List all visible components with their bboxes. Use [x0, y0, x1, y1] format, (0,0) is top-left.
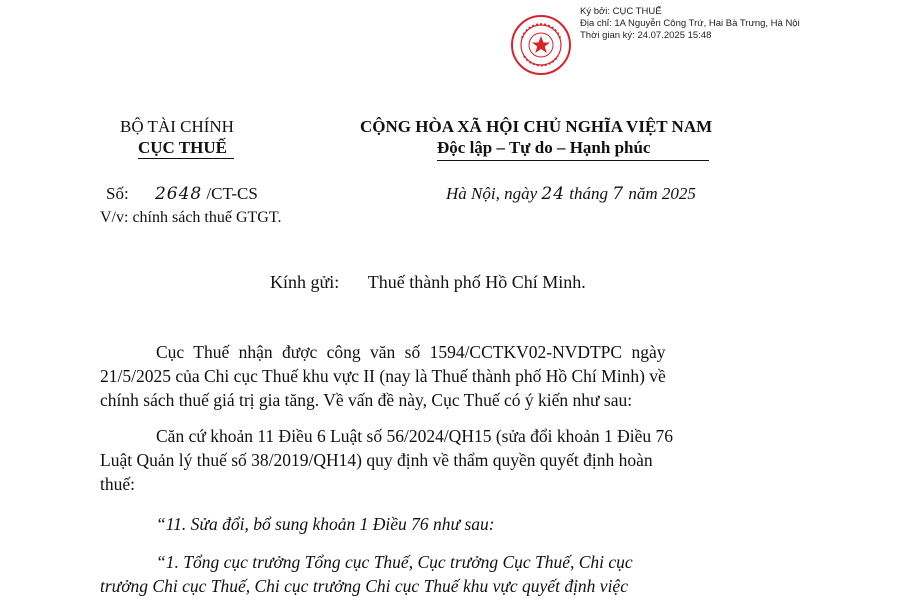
ministry-name: BỘ TÀI CHÍNH: [120, 117, 234, 136]
date-month-label: tháng: [569, 184, 609, 203]
date-year: năm 2025: [628, 184, 696, 203]
date-prefix: Hà Nội, ngày: [446, 184, 538, 203]
body-paragraph-4: [100, 550, 778, 598]
motto-underline: [437, 160, 709, 161]
date-month: 7: [612, 184, 625, 204]
signed-time: Thời gian ký: 24.07.2025 15:48: [580, 30, 712, 41]
recipient-line: [270, 272, 586, 293]
signature-block: [580, 6, 800, 42]
body-paragraph-1: [100, 340, 778, 412]
department-name: CỤC THUẾ: [138, 138, 227, 157]
number-prefix: Số:: [106, 184, 129, 203]
body-paragraph-3: [100, 512, 778, 536]
paragraph-line: thuế:: [100, 474, 135, 494]
paragraph-line: Căn cứ khoản 11 Điều 6 Luật số 56/2024/QH15 (sửa đổi khoản 1 Điều 76: [156, 426, 673, 446]
number-handwritten: 2648: [154, 184, 203, 204]
paragraph-line: “11. Sửa đổi, bổ sung khoản 1 Điều 76 như sau:: [156, 514, 495, 534]
national-motto: Độc lập – Tự do – Hạnh phúc: [437, 138, 651, 157]
paragraph-line: chính sách thuế giá trị gia tăng. Về vấn đề này, Cục Thuế có ý kiến như sau:: [100, 390, 633, 410]
state-emblem-seal-icon: [510, 14, 572, 76]
subject-line: V/v: chính sách thuế GTGT.: [100, 209, 282, 226]
paragraph-line: trưởng Chi cục Thuế, Chi cục trưởng Chi cục Thuế khu vực quyết định việc: [100, 576, 628, 596]
paragraph-line: 21/5/2025 của Chi cục Thuế khu vực II (nay là Thuế thành phố Hồ Chí Minh) về: [100, 366, 666, 386]
signed-by: Ký bởi: CỤC THUẾ: [580, 6, 662, 17]
paragraph-line: Cục Thuế nhận được công văn số 1594/CCTKV02-NVDTPC ngày: [156, 342, 666, 362]
country-name: CỘNG HÒA XÃ HỘI CHỦ NGHĨA VIỆT NAM: [360, 117, 713, 136]
date-day: 24: [541, 184, 566, 204]
signed-address: Địa chỉ: 1A Nguyễn Công Trứ, Hai Bà Trưng, Hà Nội: [580, 18, 800, 29]
paragraph-line: Luật Quản lý thuế số 38/2019/QH14) quy định về thẩm quyền quyết định hoàn: [100, 450, 653, 470]
recipient-name: Thuế thành phố Hồ Chí Minh.: [367, 272, 586, 292]
paragraph-line: “1. Tổng cục trưởng Tổng cục Thuế, Cục trưởng Cục Thuế, Chi cục: [156, 552, 633, 572]
number-suffix: /CT-CS: [206, 184, 258, 203]
body-paragraph-2: [100, 424, 778, 496]
header-left-underline: [138, 158, 234, 159]
recipient-label: Kính gửi:: [270, 272, 340, 292]
issue-date: [446, 184, 696, 204]
document-number: [106, 184, 258, 204]
